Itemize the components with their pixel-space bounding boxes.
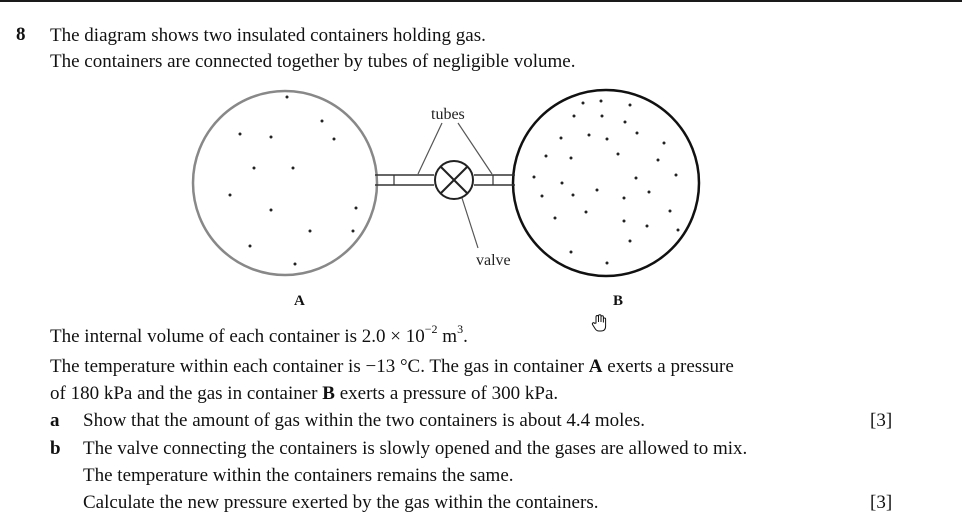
question-number: 8 xyxy=(16,24,26,45)
part-a-marks: [3] xyxy=(870,410,893,431)
label-container-a: A xyxy=(294,293,305,309)
part-b-letter: b xyxy=(50,438,61,459)
tube-right xyxy=(474,175,515,185)
hand-cursor-icon xyxy=(591,314,609,334)
valve-icon xyxy=(435,161,473,199)
container-a xyxy=(193,91,377,275)
temperature-line: The temperature within each container is −13 °C. The gas in container A exerts a pressure xyxy=(50,356,734,377)
part-a-letter: a xyxy=(50,410,60,431)
intro-line-1: The diagram shows two insulated containers holding gas. xyxy=(50,25,486,46)
tubes-leader-left xyxy=(418,123,442,174)
part-a-text: Show that the amount of gas within the two containers is about 4.4 moles. xyxy=(83,410,646,431)
top-rule xyxy=(0,0,962,2)
part-b-line-1: The valve connecting the containers is slowly opened and the gases are allowed to mix. xyxy=(83,438,748,459)
part-b-line-3: Calculate the new pressure exerted by the gas within the containers. xyxy=(83,492,599,513)
pressure-line: of 180 kPa and the gas in container B exerts a pressure of 300 kPa. xyxy=(50,383,559,404)
label-container-b: B xyxy=(613,293,624,309)
part-b-line-2: The temperature within the containers remains the same. xyxy=(83,465,514,486)
tube-left xyxy=(375,175,434,185)
intro-line-2: The containers are connected together by tubes of negligible volume. xyxy=(50,51,576,72)
label-tubes: tubes xyxy=(431,106,465,123)
part-b-marks: [3] xyxy=(870,492,893,513)
container-b xyxy=(513,90,699,276)
containers-diagram xyxy=(190,88,710,313)
volume-line: The internal volume of each container is $2.0 \times 10^{-2}$ $m^3$. xyxy=(50,321,468,347)
valve-leader xyxy=(462,198,478,248)
label-valve: valve xyxy=(476,252,511,269)
